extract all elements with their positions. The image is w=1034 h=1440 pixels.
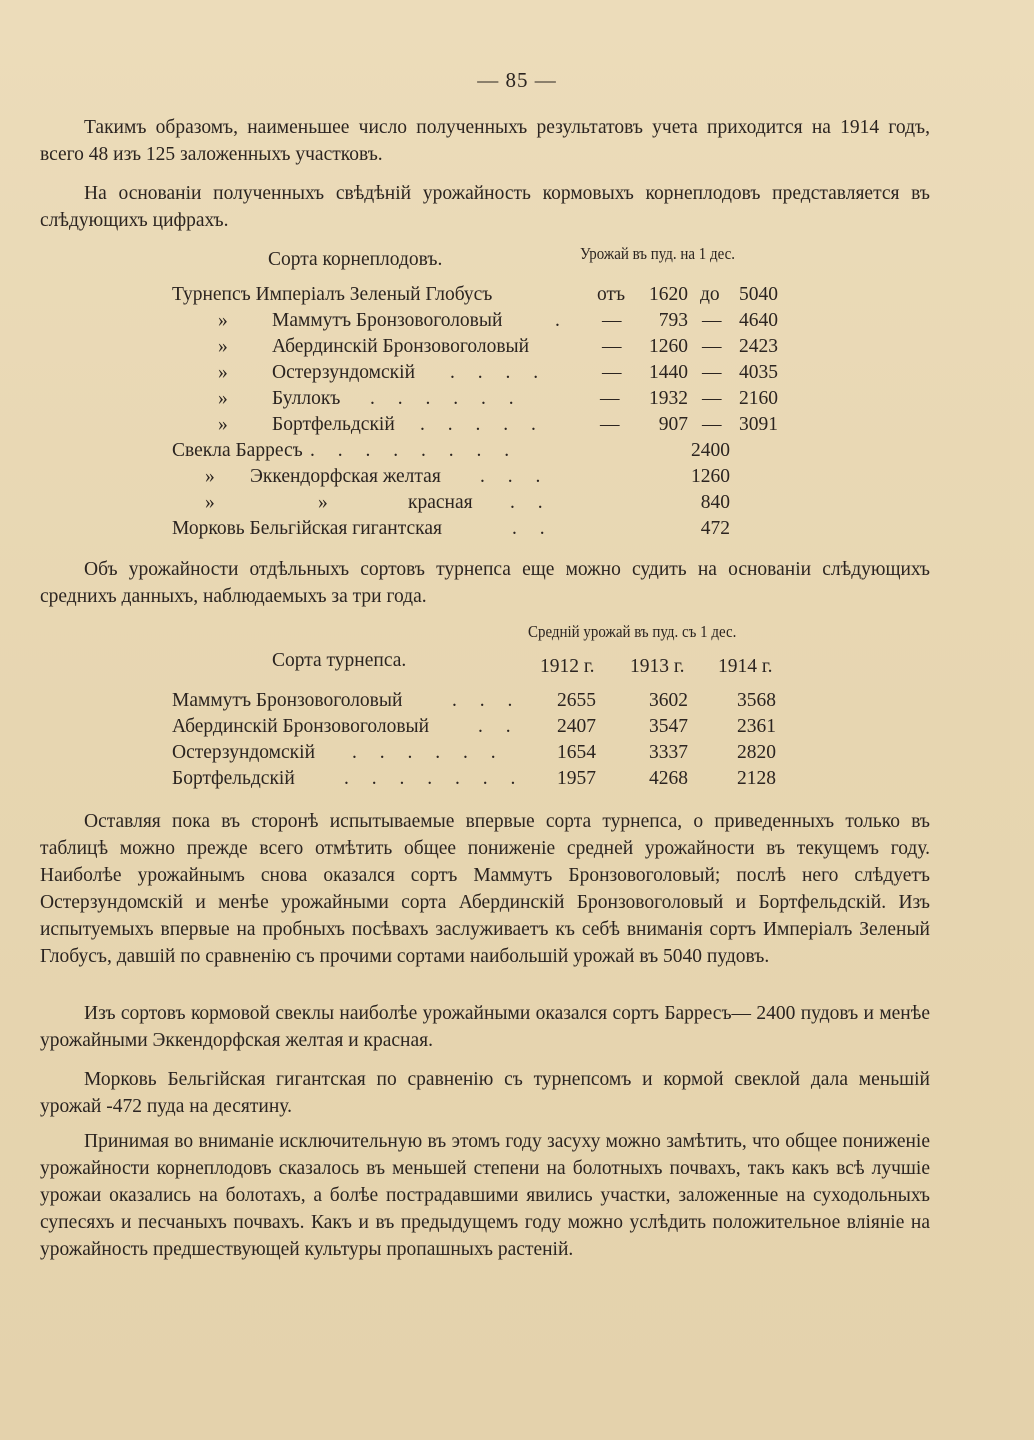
paragraph-7: Принимая во вниманіе исключительную въ этомъ году засуху можно замѣтить, что общее пониженіе урожайности корнеплодовъ сказалось въ меньшей степени на болотныхъ почвахъ, такъ какъ всѣ лучшіе урожаи оказались на болотахъ, а болѣе пострадавшими явились участки, заложенные на суходольныхъ супесяхъ и песчаныхъ почвахъ. Какъ и въ предыдущемъ году можно услѣдить положительное вліяніе на урожайность предшествующей культуры пропашныхъ растеній. bbox=[40, 1131, 930, 1260]
table-row: Свекла Барресъ . . . . . . . . 2400 bbox=[172, 440, 730, 461]
table2-years-row: 1912 г. 1913 г. 1914 г. bbox=[540, 656, 773, 677]
table-row: » Бортфельдскій . . . . . — 907 — 3091 bbox=[218, 414, 778, 435]
page-number: — 85 — bbox=[477, 68, 557, 92]
table-row: » Буллокъ . . . . . . — 1932 — 2160 bbox=[218, 388, 778, 409]
paragraph-6: Морковь Бельгійская гигантская по сравненію съ турнепсомъ и кормой свеклой дала меньшій урожай -472 пуда на десятину. bbox=[40, 1069, 930, 1117]
table-row: Бортфельдскій . . . . . . . 1957 4268 2128 bbox=[172, 768, 776, 789]
table-row: » » красная . . 840 bbox=[205, 492, 730, 513]
table-row: » Абердинскій Бронзовоголовый — 1260 — 2423 bbox=[218, 336, 778, 357]
paragraph-5: Изъ сортовъ кормовой свеклы наиболѣе урожайными оказался сортъ Барресъ— 2400 пудовъ и менѣе урожайными Эккендорфская желтая и красная. bbox=[40, 1003, 930, 1051]
table1-header-sort: Сорта корнеплодовъ. bbox=[268, 249, 443, 270]
table-row: » Остерзундомскій . . . . — 1440 — 4035 bbox=[218, 362, 778, 383]
table-row: Абердинскій Бронзовоголовый . . 2407 3547 2361 bbox=[172, 716, 776, 737]
table2-header-sort: Сорта турнепса. bbox=[272, 650, 407, 671]
table1-header-yield: Урожай въ пуд. на 1 дес. bbox=[580, 244, 736, 263]
paragraph-4: Оставляя пока въ сторонѣ испытываемые впервые сорта турнепса, о приведенныхъ только въ таблицѣ можно прежде всего отмѣтить общее пониженіе средней урожайности въ текущемъ году. Наиболѣе урожайнымъ снова оказался сортъ Маммутъ Бронзовоголовый; послѣ него слѣдуетъ Остерзундомскій и менѣе урожайными сорта Абердинскій Бронзовоголовый и Бортфельдскій. Изъ испытуемыхъ впервые на пробныхъ посѣвахъ заслуживаетъ къ себѣ вниманія сортъ Имперіалъ Зеленый Глобусъ, давшій по сравненію съ прочими сортами наибольшій урожай въ 5040 пудовъ. bbox=[40, 811, 930, 967]
table-row: » Эккендорфская желтая . . . 1260 bbox=[205, 466, 730, 487]
table2-header-yield: Средній урожай въ пуд. съ 1 дес. bbox=[528, 622, 737, 641]
table-row: Маммутъ Бронзовоголовый . . . 2655 3602 3568 bbox=[172, 690, 776, 711]
table-row: Турнепсъ Имперіалъ Зеленый Глобусъ отъ 1620 до 5040 bbox=[172, 284, 778, 305]
table-row: Морковь Бельгійская гигантская . . 472 bbox=[172, 518, 730, 539]
paragraph-2: На основаніи полученныхъ свѣдѣній урожайность кормовыхъ корнеплодовъ представляется въ слѣдующихъ цифрахъ. bbox=[40, 183, 930, 231]
table-row: Остерзундомскій . . . . . . 1654 3337 2820 bbox=[172, 742, 776, 763]
paragraph-3: Объ урожайности отдѣльныхъ сортовъ турнепса еще можно судить на основаніи слѣдующихъ среднихъ данныхъ, наблюдаемыхъ за три года. bbox=[40, 559, 930, 607]
table-row: » Маммутъ Бронзовоголовый . — 793 — 4640 bbox=[218, 310, 778, 331]
paragraph-1: Такимъ образомъ, наименьшее число полученныхъ результатовъ учета приходится на 1914 годъ, всего 48 изъ 125 заложенныхъ участковъ. bbox=[40, 117, 930, 165]
